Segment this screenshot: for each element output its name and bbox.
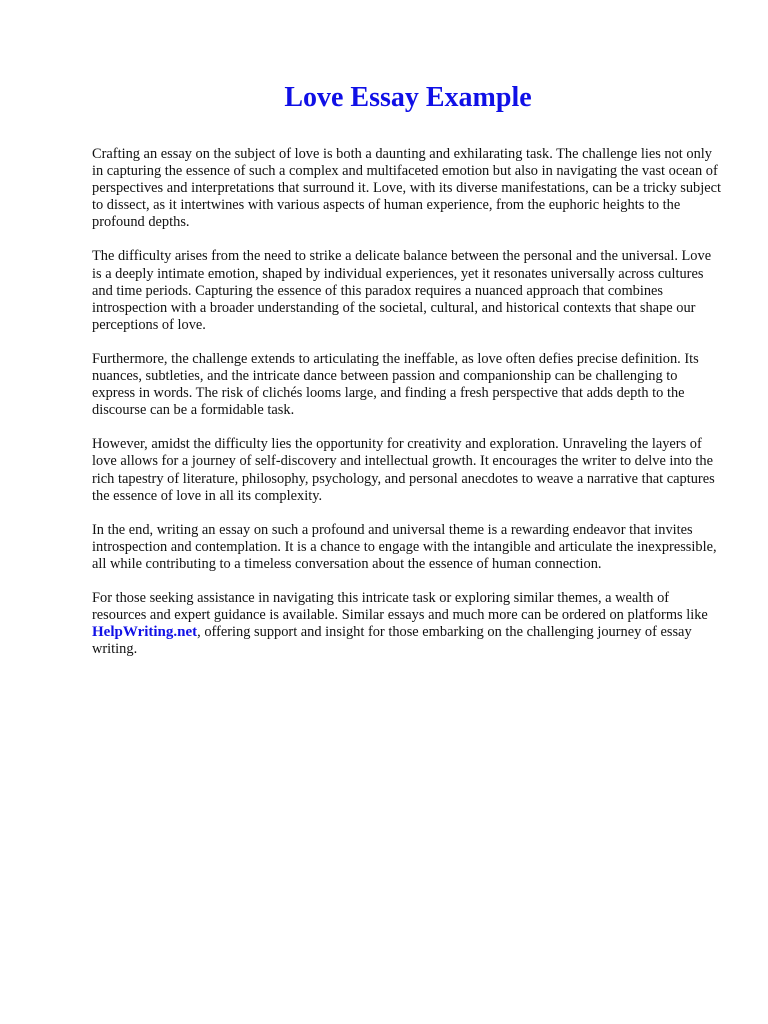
paragraph-6-text-before-link: For those seeking assistance in navigating this intricate task or exploring similar themes, a wealth of resources and expert guidance is available. Similar essays and much more can be ordered on platforms like (92, 589, 708, 624)
paragraph-4: However, amidst the difficulty lies the opportunity for creativity and exploration. Unraveling the layers of love allows for a journey of self-discovery and intellectual growth. It encourages the writer to delve into the rich tapestry of literature, philosophy, psychology, and personal anecdotes to weave a narrative that captures the essence of love in all its complexity. (92, 436, 715, 504)
paragraph-1: Crafting an essay on the subject of love is both a daunting and exhilarating task. The challenge lies not only in capturing the essence of such a complex and multifaceted emotion but also in navigating the vast ocean of perspectives and interpretations that surround it. Love, with its diverse manifestations, can be a tricky subject to dissect, as it intertwines with various aspects of human experience, from the euphoric heights to the profound depths. (92, 146, 722, 231)
paragraph-3: Furthermore, the challenge extends to articulating the ineffable, as love often defies precise definition. Its nuances, subtleties, and the intricate dance between passion and companionship can be challenging to express in words. The risk of clichés looms large, and finding a fresh perspective that adds depth to the discourse can be a formidable task. (92, 350, 699, 419)
paragraph-6 (92, 590, 722, 658)
paragraph-2: The difficulty arises from the need to strike a delicate balance between the personal and the universal. Love is a deeply intimate emotion, shaped by individual experiences, yet it resonates universally across cultures and time periods. Capturing the essence of this paradox requires a nuanced approach that combines introspection with a broader understanding of the societal, cultural, and historical contexts that shape our perceptions of love. (92, 248, 712, 333)
document-body (92, 146, 722, 675)
document-title: Love Essay Example (284, 82, 532, 113)
paragraph-5: In the end, writing an essay on such a profound and universal theme is a rewarding endeavor that invites introspection and contemplation. It is a chance to engage with the intangible and articulate the inexpressible, all while contributing to a timeless conversation about the essence of human connection. (92, 521, 717, 572)
paragraph-6-text-after-link: , offering support and insight for those embarking on the challenging journey of essay writing. (92, 624, 692, 658)
helpwriting-link[interactable]: HelpWriting.net (92, 624, 198, 641)
